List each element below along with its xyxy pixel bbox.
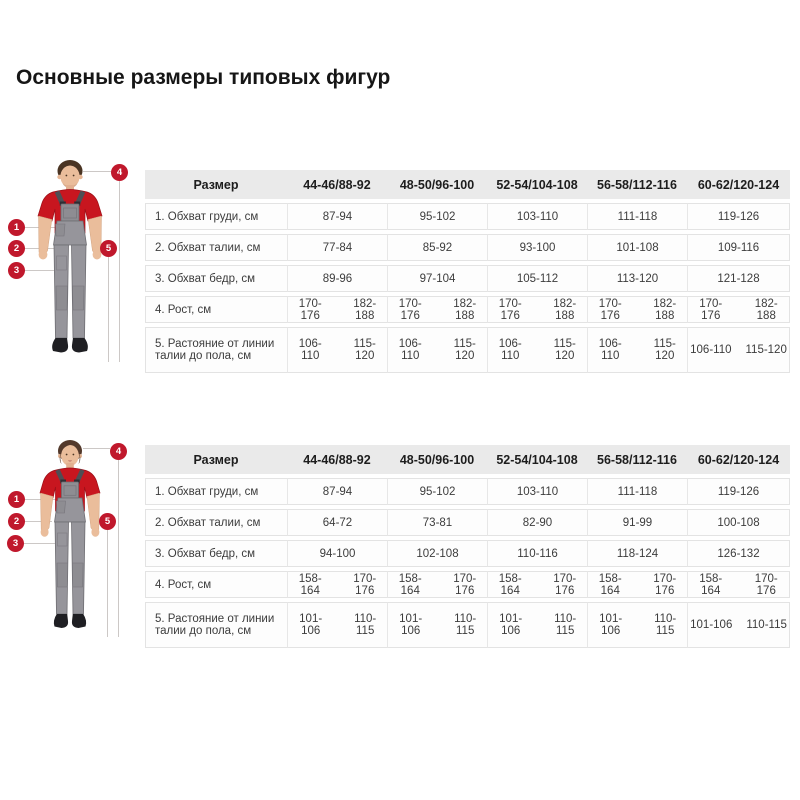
measurement-marker-2-men: 2	[8, 240, 25, 257]
row-label: 1. Обхват груди, см	[145, 203, 287, 230]
size-cell	[587, 571, 687, 598]
size-value: 106-110	[598, 338, 622, 362]
size-cell: 95-102	[387, 478, 487, 505]
size-value: 115-120	[353, 338, 376, 362]
row-label: 4. Рост, см	[145, 296, 287, 323]
column-header: Размер	[145, 170, 287, 199]
size-cell: 119-126	[687, 478, 790, 505]
size-cell: 105-112	[487, 265, 587, 292]
table-row	[145, 327, 790, 373]
size-cell	[387, 296, 487, 323]
row-label: 5. Растояние от линии талии до пола, см	[145, 602, 287, 648]
size-value: 106-110	[398, 338, 422, 362]
size-cell: 102-108	[387, 540, 487, 567]
size-value: 170-176	[598, 297, 622, 322]
size-cell: 94-100	[287, 540, 387, 567]
size-value: 158-164	[699, 572, 723, 597]
size-value: 115-120	[745, 344, 787, 356]
size-cell: 85-92	[387, 234, 487, 261]
row-label: 3. Обхват бедр, см	[145, 265, 287, 292]
size-cell: 111-118	[587, 478, 687, 505]
measurement-marker-2-women: 2	[8, 513, 25, 530]
size-cell	[687, 327, 790, 373]
size-cell	[287, 327, 387, 373]
column-header: 48-50/96-100	[387, 445, 487, 474]
size-value: 101-106	[499, 613, 523, 637]
size-cell: 101-108	[587, 234, 687, 261]
size-value: 115-120	[453, 338, 476, 362]
size-value: 170-176	[398, 297, 422, 322]
size-value: 101-106	[299, 613, 323, 637]
female-worker-figure-illustration	[27, 437, 113, 637]
size-value: 106-110	[298, 338, 322, 362]
size-cell	[287, 602, 387, 648]
size-value: 158-164	[498, 572, 522, 597]
size-cell	[487, 327, 587, 373]
column-header: 52-54/104-108	[487, 170, 587, 199]
men-size-table	[145, 166, 790, 377]
size-value: 115-120	[653, 338, 676, 362]
size-value: 170-176	[653, 572, 677, 597]
size-value: 170-176	[353, 572, 377, 597]
size-value: 182-188	[754, 297, 778, 322]
size-cell: 113-120	[587, 265, 687, 292]
size-cell: 64-72	[287, 509, 387, 536]
size-cell: 97-104	[387, 265, 487, 292]
measurement-marker-5-men: 5	[100, 240, 117, 257]
size-cell: 103-110	[487, 478, 587, 505]
size-value: 158-164	[398, 572, 422, 597]
size-cell: 89-96	[287, 265, 387, 292]
row-label: 2. Обхват талии, см	[145, 509, 287, 536]
table-row	[145, 602, 790, 648]
size-cell	[487, 296, 587, 323]
table-row	[145, 540, 790, 567]
measurement-marker-4-men: 4	[111, 164, 128, 181]
size-cell: 100-108	[687, 509, 790, 536]
size-cell	[287, 296, 387, 323]
size-cell	[487, 602, 587, 648]
column-header: 44-46/88-92	[287, 170, 387, 199]
column-header: 56-58/112-116	[587, 445, 687, 474]
women-size-table	[145, 441, 790, 652]
size-value: 110-115	[554, 613, 577, 637]
size-cell	[487, 571, 587, 598]
size-cell	[287, 571, 387, 598]
row-label: 2. Обхват талии, см	[145, 234, 287, 261]
size-value: 158-164	[298, 572, 322, 597]
column-header: 48-50/96-100	[387, 170, 487, 199]
size-cell: 87-94	[287, 478, 387, 505]
row-label: 3. Обхват бедр, см	[145, 540, 287, 567]
size-cell: 77-84	[287, 234, 387, 261]
size-cell	[387, 327, 487, 373]
table-row	[145, 571, 790, 598]
column-header: 44-46/88-92	[287, 445, 387, 474]
size-cell	[587, 296, 687, 323]
size-value: 110-115	[354, 613, 377, 637]
connector-line	[118, 460, 119, 637]
size-value: 182-188	[453, 297, 477, 322]
size-cell: 93-100	[487, 234, 587, 261]
size-value: 182-188	[653, 297, 677, 322]
size-value: 170-176	[453, 572, 477, 597]
measurement-marker-4-women: 4	[110, 443, 127, 460]
size-value: 110-115	[654, 613, 677, 637]
size-value: 106-110	[690, 344, 732, 356]
size-value: 170-176	[754, 572, 778, 597]
size-cell: 87-94	[287, 203, 387, 230]
connector-line	[119, 181, 120, 362]
size-value: 182-188	[553, 297, 577, 322]
women-header-row	[145, 445, 790, 474]
size-cell	[387, 571, 487, 598]
size-value: 182-188	[353, 297, 377, 322]
table-row	[145, 296, 790, 323]
row-label: 4. Рост, см	[145, 571, 287, 598]
size-cell: 73-81	[387, 509, 487, 536]
row-label: 5. Растояние от линии талии до пола, см	[145, 327, 287, 373]
column-header: 52-54/104-108	[487, 445, 587, 474]
size-cell	[587, 327, 687, 373]
measurement-marker-3-men: 3	[8, 262, 25, 279]
table-row	[145, 265, 790, 292]
size-cell: 119-126	[687, 203, 790, 230]
size-value: 115-120	[553, 338, 576, 362]
size-cell	[687, 571, 790, 598]
size-value: 101-106	[690, 619, 733, 631]
column-header: Размер	[145, 445, 287, 474]
table-row	[145, 509, 790, 536]
size-value: 101-106	[399, 613, 423, 637]
size-cell	[387, 602, 487, 648]
size-value: 106-110	[498, 338, 522, 362]
page-title: Основные размеры типовых фигур	[16, 66, 391, 89]
size-cell: 95-102	[387, 203, 487, 230]
column-header: 56-58/112-116	[587, 170, 687, 199]
size-cell: 111-118	[587, 203, 687, 230]
size-cell	[687, 602, 790, 648]
size-value: 158-164	[598, 572, 622, 597]
size-cell: 109-116	[687, 234, 790, 261]
measurement-marker-5-women: 5	[99, 513, 116, 530]
size-cell: 118-124	[587, 540, 687, 567]
size-value: 170-176	[298, 297, 322, 322]
table-row	[145, 234, 790, 261]
column-header: 60-62/120-124	[687, 445, 790, 474]
size-value: 110-115	[746, 619, 787, 631]
table-row	[145, 203, 790, 230]
measurement-marker-3-women: 3	[7, 535, 24, 552]
size-value: 110-115	[454, 613, 477, 637]
size-value: 101-106	[599, 613, 623, 637]
row-label: 1. Обхват груди, см	[145, 478, 287, 505]
table-row	[145, 478, 790, 505]
size-value: 170-176	[553, 572, 577, 597]
size-cell: 82-90	[487, 509, 587, 536]
column-header: 60-62/120-124	[687, 170, 790, 199]
size-value: 170-176	[498, 297, 522, 322]
size-cell: 110-116	[487, 540, 587, 567]
size-cell	[687, 296, 790, 323]
men-header-row	[145, 170, 790, 199]
male-worker-figure-illustration	[26, 158, 114, 362]
size-cell: 91-99	[587, 509, 687, 536]
measurement-marker-1-women: 1	[8, 491, 25, 508]
size-cell: 103-110	[487, 203, 587, 230]
size-cell: 126-132	[687, 540, 790, 567]
size-cell	[587, 602, 687, 648]
measurement-marker-1-men: 1	[8, 219, 25, 236]
size-cell: 121-128	[687, 265, 790, 292]
size-value: 170-176	[699, 297, 723, 322]
